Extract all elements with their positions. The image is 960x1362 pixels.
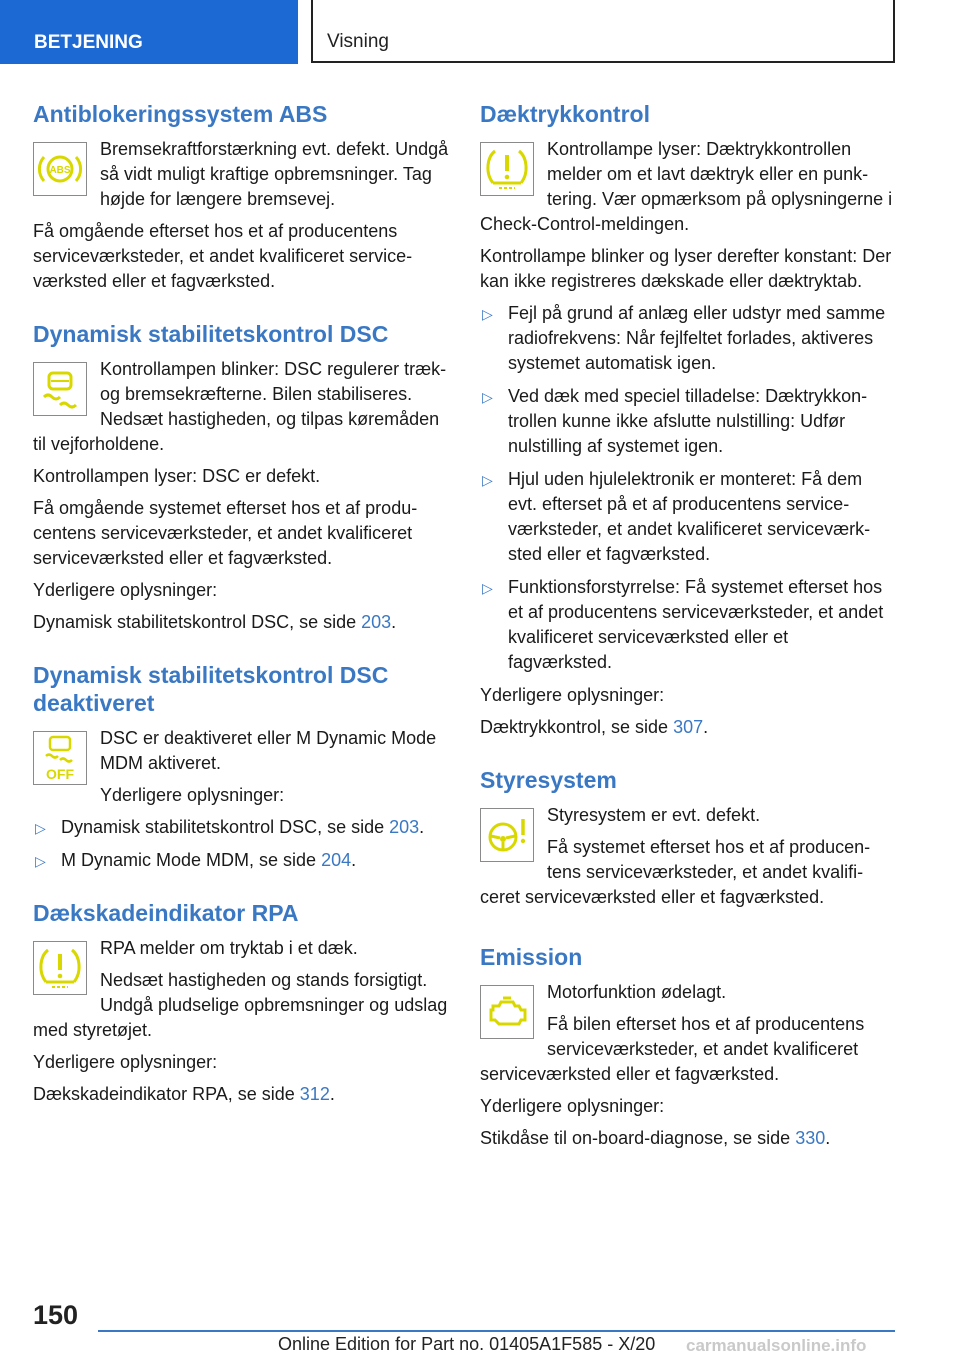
dsc-off-more-label: Yderligere oplysninger: [100,785,285,805]
dsc-reference-end: . [391,612,397,632]
dsc-off-heading: Dynamisk stabilitetskontrol DSC deaktiveret [33,662,389,716]
tpms-text-1: Kontrollampe lyser: Dæktrykkontrollen melder om et lavt dæktryk eller en punktering. Vær opmærksom på oplysningerne i Check-Control-meldingen. [480,139,893,234]
emission-reference-text: Stikdåse til on-board-diagnose, se side [480,1128,796,1148]
footer-edition: Online Edition for Part no. 01405A1F585 - X/20 [278,1334,656,1354]
header-chapter-tab [311,0,895,63]
watermark-logo: carmanualsonline.info [686,1336,867,1355]
abs-heading: Antiblokeringssystem ABS [33,101,328,127]
page-number: 150 [33,1300,79,1330]
tpms-reference-end: . [703,717,709,737]
abs-warning-icon [33,142,87,196]
tire-pressure-icon [480,142,534,196]
rpa-text-1: RPA melder om tryktab i et dæk. [100,938,358,958]
list-item [480,575,896,675]
dsc-off-icon [33,731,87,785]
tpms-heading: Dæktrykkontrol [480,101,650,127]
header-section-tab [0,0,298,64]
emission-reference-end: . [825,1128,831,1148]
list-item-text: Dynamisk stabilitetskontrol DSC, se side [61,817,390,837]
list-item [480,467,896,567]
triangle-bullet-icon: ▷ [35,820,46,836]
header-section-label: BETJENING [34,32,143,53]
rpa-heading: Dækskadeindikator RPA [33,900,299,926]
dsc-skid-icon [33,362,87,416]
list-item-text: Ved dæk med speciel tilladelse: Dæktrykkontrollen kunne ikke afslutte nulstilling: Udfør nulstilling af systemet igen. [508,386,868,456]
list-item-text: M Dynamic Mode MDM, se side [61,850,322,870]
rpa-page-link[interactable]: 312 [299,1084,330,1104]
dsc-heading: Dynamisk stabilitetskontrol DSC [33,321,389,347]
right-column [480,100,896,1177]
dsc-off-page-link-1[interactable]: 203 [389,817,420,837]
dsc-page-link[interactable]: 203 [361,612,392,632]
tire-warning-icon [33,941,87,995]
emission-heading: Emission [480,944,583,970]
section-dsc-off [33,661,449,873]
tpms-reference-text: Dæktrykkontrol, se side [480,717,674,737]
dsc-text-3: Få omgående systemet efterset hos et af producentens serviceværksteder, et andet kvalificeret serviceværksted eller et fagværksted. [33,498,418,568]
abs-text-1: Bremsekraftforstærkning evt. defekt. Undgå så vidt muligt kraftige opbremsninger. Tag højde for længere bremsevej. [100,139,449,209]
dsc-more-label: Yderligere oplysninger: [33,580,218,600]
svg-text:OFF: OFF [46,766,74,782]
section-abs [33,100,449,294]
rpa-more-label: Yderligere oplysninger: [33,1052,218,1072]
section-steering [480,766,896,917]
left-column [33,100,449,1133]
emission-reference [480,1126,896,1151]
triangle-bullet-icon: ▷ [482,472,493,488]
dsc-text-1: Kontrollampen blinker: DSC regulerer træk- og bremsekræfterne. Bilen stabiliseres. Nedsæt hastigheden, og tilpas køremåden til vejforholdene. [33,359,447,454]
list-item [480,384,896,459]
steering-heading: Styresystem [480,767,617,793]
emission-page-link[interactable]: 330 [795,1128,826,1148]
list-item-text: Funktionsforstyrrelse: Få systemet efterset hos et af producentens serviceværksteder, et andet kvalificeret serviceværksted eller et fagværksted. [508,577,884,672]
steering-text-1: Styresystem er evt. defekt. [547,805,761,825]
rpa-text-2: Nedsæt hastigheden og stands forsigtigt. Undgå pludselige opbremsninger og udslag med styretøjet. [33,970,448,1040]
dsc-off-page-link-2[interactable]: 204 [321,850,352,870]
triangle-bullet-icon: ▷ [482,580,493,596]
triangle-bullet-icon: ▷ [35,853,46,869]
svg-text:ABS: ABS [49,165,71,176]
header-chapter-label: Visning [327,31,389,52]
tpms-page-link[interactable]: 307 [673,717,704,737]
dsc-off-text-1: DSC er deaktiveret eller M Dynamic Mode MDM aktiveret. [100,728,437,773]
emission-text-2: Få bilen efterset hos et af producentens serviceværksteder, et andet kvalificeret serviceværksted eller et fagværksted. [480,1014,865,1084]
list-item-end: . [419,817,425,837]
footer-divider [98,1330,895,1332]
emission-text-1: Motorfunktion ødelagt. [547,982,727,1002]
section-rpa [33,899,449,1107]
dsc-text-2: Kontrollampen lyser: DSC er defekt. [33,466,321,486]
rpa-reference-end: . [329,1084,335,1104]
list-item-text: Hjul uden hjulelektronik er monteret: Få dem evt. efterset på et af producentens serviceværksteder, et andet kvalificeret serviceværksted eller et fagværksted. [508,469,871,564]
tpms-list [480,301,896,675]
section-tpms [480,100,896,740]
steering-text-2: Få systemet efterset hos et af producentens serviceværksteder, et andet kvalificeret serviceværksted eller et fagværksted. [480,837,871,907]
steering-warning-icon [480,808,534,862]
emission-more-label: Yderligere oplysninger: [480,1096,665,1116]
tpms-reference [480,715,896,740]
triangle-bullet-icon: ▷ [482,306,493,322]
list-item [480,301,896,376]
rpa-reference [33,1082,449,1107]
tpms-more-label: Yderligere oplysninger: [480,685,665,705]
section-emission [480,943,896,1151]
list-item-text: Fejl på grund af anlæg eller udstyr med samme radiofrekvens: Når fejlfeltet forlades, aktiveres systemet automatisk igen. [508,303,886,373]
list-item-end: . [351,850,357,870]
list-item [33,815,449,840]
dsc-off-list [33,815,449,873]
dsc-reference [33,610,449,635]
dsc-reference-text: Dynamisk stabilitetskontrol DSC, se side [33,612,362,632]
triangle-bullet-icon: ▷ [482,389,493,405]
rpa-reference-text: Dækskadeindikator RPA, se side [33,1084,300,1104]
list-item [33,848,449,873]
section-dsc [33,320,449,635]
abs-text-2: Få omgående efterset hos et af producentens serviceværksteder, et andet kvalificeret serviceværksted eller et fagværksted. [33,221,413,291]
tpms-text-2: Kontrollampe blinker og lyser derefter konstant: Der kan ikke registreres dækskade eller dæktryktab. [480,246,892,291]
engine-check-icon [480,985,534,1039]
